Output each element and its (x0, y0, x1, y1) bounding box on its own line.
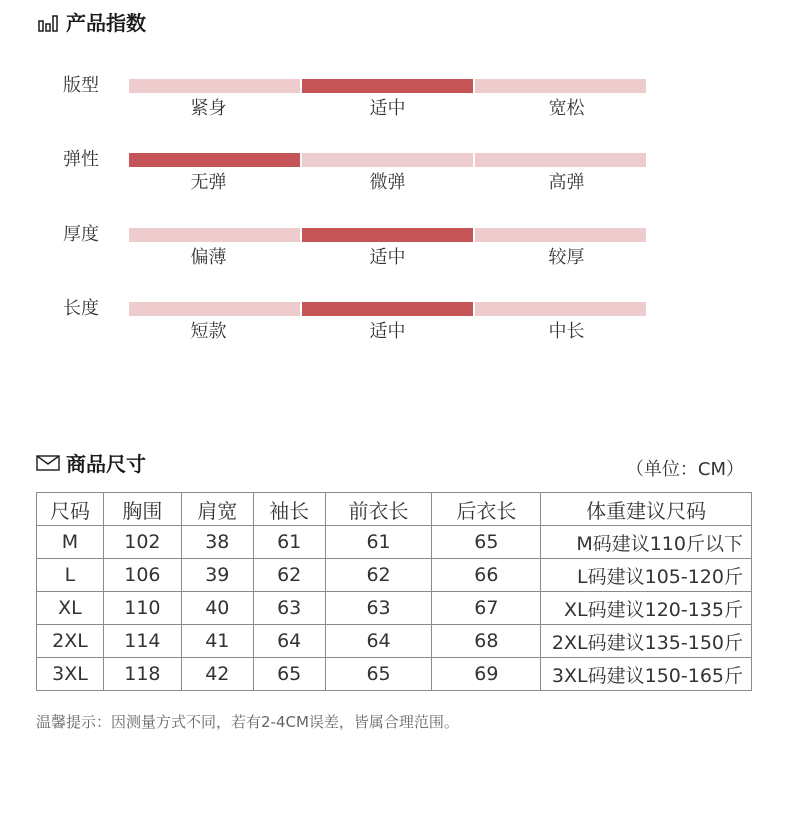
index-bar-segment (129, 228, 300, 242)
table-cell: 2XL码建议135-150斤 (541, 625, 752, 658)
table-cell: 118 (103, 658, 181, 691)
table-row (37, 625, 752, 658)
index-option-label: 紧身 (190, 98, 227, 119)
index-bar-segment (475, 79, 646, 93)
table-cell: XL码建议120-135斤 (541, 592, 752, 625)
index-bar-segment (302, 79, 473, 93)
index-row (0, 223, 790, 283)
index-bar-segment (302, 302, 473, 316)
table-cell: 106 (103, 559, 181, 592)
index-option-label: 微弹 (369, 172, 406, 193)
index-options (129, 319, 646, 345)
table-cell: 61 (253, 526, 325, 559)
index-option-label: 适中 (369, 98, 406, 119)
table-cell: 62 (253, 559, 325, 592)
table-cell: 64 (253, 625, 325, 658)
table-cell: 68 (432, 625, 541, 658)
table-cell: L码建议105-120斤 (541, 559, 752, 592)
table-cell: 67 (432, 592, 541, 625)
table-cell: M (37, 526, 104, 559)
table-row (37, 559, 752, 592)
table-cell: 39 (181, 559, 253, 592)
index-option-label: 短款 (190, 321, 227, 342)
table-cell: 3XL码建议150-165斤 (541, 658, 752, 691)
index-row (0, 148, 790, 208)
index-option-label: 宽松 (548, 98, 585, 119)
table-cell: 65 (253, 658, 325, 691)
table-cell: 102 (103, 526, 181, 559)
table-header-row (37, 493, 752, 526)
table-header-cell: 袖长 (253, 493, 325, 526)
size-table (36, 492, 752, 691)
index-row-label: 厚度 (63, 224, 99, 245)
unit-label: （单位：CM） (625, 459, 744, 480)
index-bar (129, 228, 646, 242)
table-header-cell: 后衣长 (432, 493, 541, 526)
table-header-cell: 尺码 (37, 493, 104, 526)
table-row (37, 658, 752, 691)
bar-chart-icon (38, 12, 60, 32)
table-header-cell: 胸围 (103, 493, 181, 526)
table-cell: 64 (325, 625, 432, 658)
index-bar-segment (302, 228, 473, 242)
table-cell: 41 (181, 625, 253, 658)
index-row (0, 297, 790, 357)
size-section-title (36, 448, 146, 477)
table-cell: 42 (181, 658, 253, 691)
index-options (129, 170, 646, 196)
table-cell: 110 (103, 592, 181, 625)
index-option-label: 适中 (369, 247, 406, 268)
table-cell: 69 (432, 658, 541, 691)
table-cell: XL (37, 592, 104, 625)
index-bar (129, 79, 646, 93)
table-cell: 66 (432, 559, 541, 592)
index-bar-segment (129, 302, 300, 316)
index-option-label: 高弹 (548, 172, 585, 193)
index-option-label: 适中 (369, 321, 406, 342)
index-option-label: 中长 (548, 321, 585, 342)
index-row-label: 版型 (63, 75, 99, 96)
table-cell: 114 (103, 625, 181, 658)
table-cell: 65 (325, 658, 432, 691)
table-cell: 61 (325, 526, 432, 559)
index-options (129, 245, 646, 271)
index-title-text: 产品指数 (66, 11, 146, 35)
table-row (37, 526, 752, 559)
table-header-cell: 肩宽 (181, 493, 253, 526)
index-option-label: 无弹 (190, 172, 227, 193)
index-options (129, 96, 646, 122)
index-bar (129, 153, 646, 167)
table-cell: 3XL (37, 658, 104, 691)
index-bar-segment (475, 153, 646, 167)
table-cell: 65 (432, 526, 541, 559)
index-row-label: 长度 (63, 298, 99, 319)
table-cell: L (37, 559, 104, 592)
index-bar (129, 302, 646, 316)
table-header-cell: 前衣长 (325, 493, 432, 526)
table-cell: 63 (253, 592, 325, 625)
table-cell: 40 (181, 592, 253, 625)
table-cell: 38 (181, 526, 253, 559)
index-bar-segment (475, 302, 646, 316)
size-title-text: 商品尺寸 (66, 452, 146, 476)
index-row-label: 弹性 (63, 149, 99, 170)
table-cell: 62 (325, 559, 432, 592)
index-section-title (38, 7, 146, 36)
index-option-label: 偏薄 (190, 247, 227, 268)
measurement-note: 温馨提示：因测量方式不同，若有2-4CM误差，皆属合理范围。 (36, 713, 459, 731)
index-bar-segment (129, 153, 300, 167)
envelope-icon (36, 454, 60, 472)
table-row (37, 592, 752, 625)
table-cell: M码建议110斤以下 (541, 526, 752, 559)
table-cell: 2XL (37, 625, 104, 658)
index-row (0, 74, 790, 134)
index-bar-segment (129, 79, 300, 93)
index-option-label: 较厚 (548, 247, 585, 268)
index-bar-segment (302, 153, 473, 167)
table-header-cell: 体重建议尺码 (541, 493, 752, 526)
index-bar-segment (475, 228, 646, 242)
table-cell: 63 (325, 592, 432, 625)
